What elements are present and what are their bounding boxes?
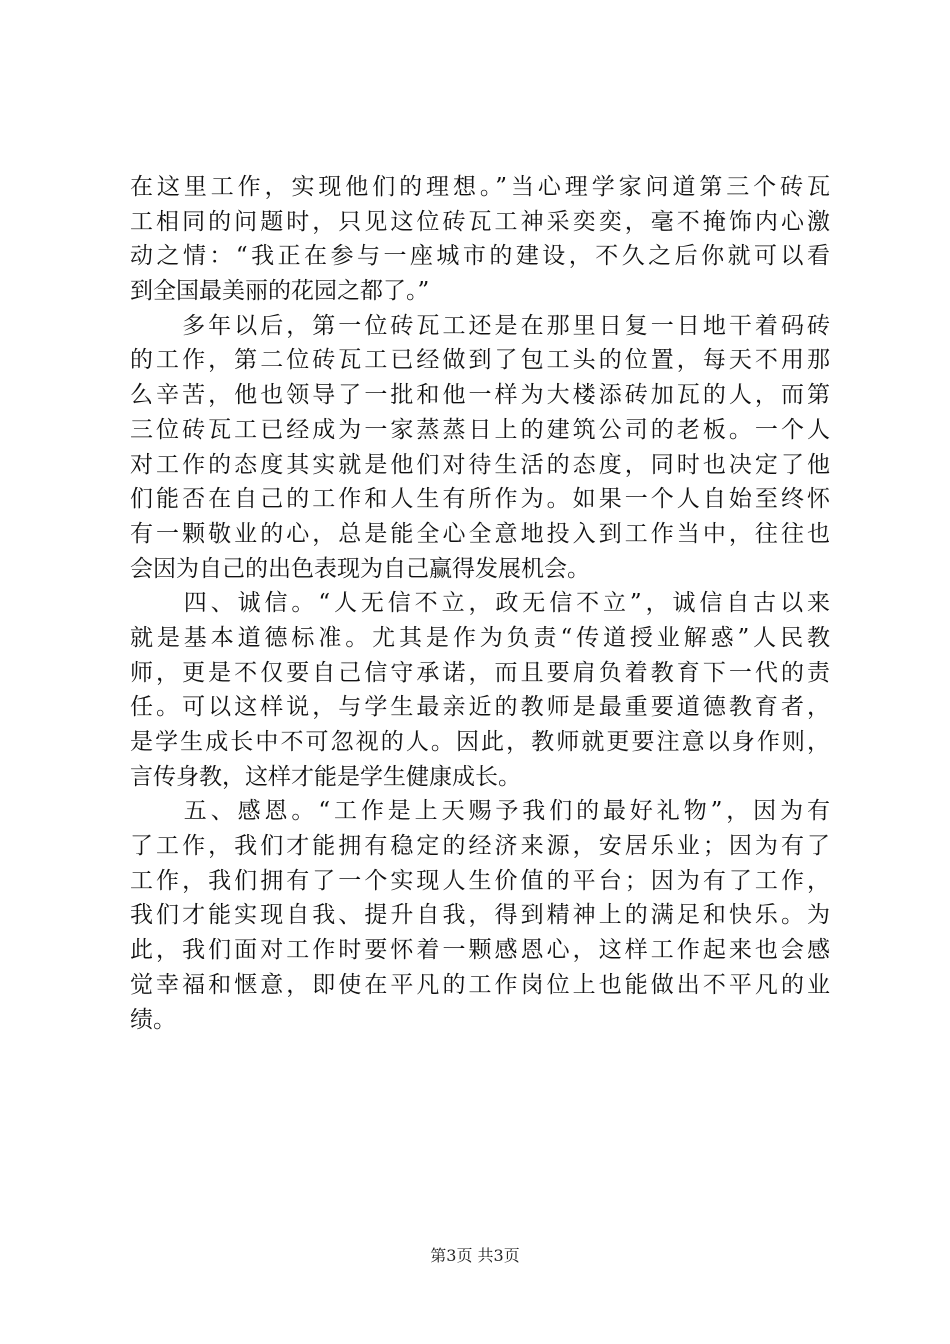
text-line: 会因为自己的出色表现为自己赢得发展机会。: [130, 555, 590, 582]
text-line: 四、诚信。“人无信不立，政无信不立”，诚信自古以来: [130, 590, 830, 617]
text-line: 到全国最美丽的花园之都了。”: [130, 278, 430, 305]
text-line: 我们才能实现自我、提升自我，得到精神上的满足和快乐。为: [130, 902, 830, 929]
text-line: 多年以后，第一位砖瓦工还是在那里日复一日地干着码砖: [130, 312, 830, 339]
page-footer: 第3页 共3页: [430, 1246, 520, 1265]
text-line: 师，更是不仅要自己信守承诺，而且要肩负着教育下一代的责: [130, 659, 830, 686]
text-line: 对工作的态度其实就是他们对待生活的态度，同时也决定了他: [130, 451, 830, 478]
text-line: 在这里工作，实现他们的理想。”当心理学家问道第三个砖瓦: [130, 174, 830, 200]
text-line: 此，我们面对工作时要怀着一颗感恩心，这样工作起来也会感: [130, 937, 830, 964]
text-line: 工相同的问题时，只见这位砖瓦工神采奕奕，毫不掩饰内心激: [130, 208, 830, 235]
text-line: 么辛苦，他也领导了一批和他一样为大楼添砖加瓦的人，而第: [130, 382, 830, 409]
text-line: 们能否在自己的工作和人生有所作为。如果一个人自始至终怀: [130, 486, 830, 513]
text-line: 五、感恩。“工作是上天赐予我们的最好礼物”，因为有: [130, 798, 830, 825]
text-line: 就是基本道德标准。尤其是作为负责“传道授业解惑”人民教: [130, 624, 830, 651]
text-line: 是学生成长中不可忽视的人。因此，教师就更要注意以身作则，: [130, 729, 830, 755]
text-line: 三位砖瓦工已经成为一家蒸蒸日上的建筑公司的老板。一个人: [130, 416, 830, 443]
text-line: 有一颗敬业的心，总是能全心全意地投入到工作当中，往往也: [130, 520, 830, 547]
text-line: 动之情：“我正在参与一座城市的建设，不久之后你就可以看: [130, 243, 830, 270]
text-line: 觉幸福和惬意，即使在平凡的工作岗位上也能做出不平凡的业: [130, 971, 830, 998]
text-line: 的工作，第二位砖瓦工已经做到了包工头的位置，每天不用那: [130, 347, 830, 374]
text-line: 言传身教，这样才能是学生健康成长。: [130, 763, 521, 790]
text-line: 了工作，我们才能拥有稳定的经济来源，安居乐业；因为有了: [130, 833, 830, 860]
body-text: [130, 170, 830, 1037]
text-line: 任。可以这样说，与学生最亲近的教师是最重要道德教育者，: [130, 694, 830, 721]
text-line: 绩。: [130, 1006, 176, 1033]
text-line: 工作，我们拥有了一个实现人生价值的平台；因为有了工作，: [130, 867, 830, 894]
